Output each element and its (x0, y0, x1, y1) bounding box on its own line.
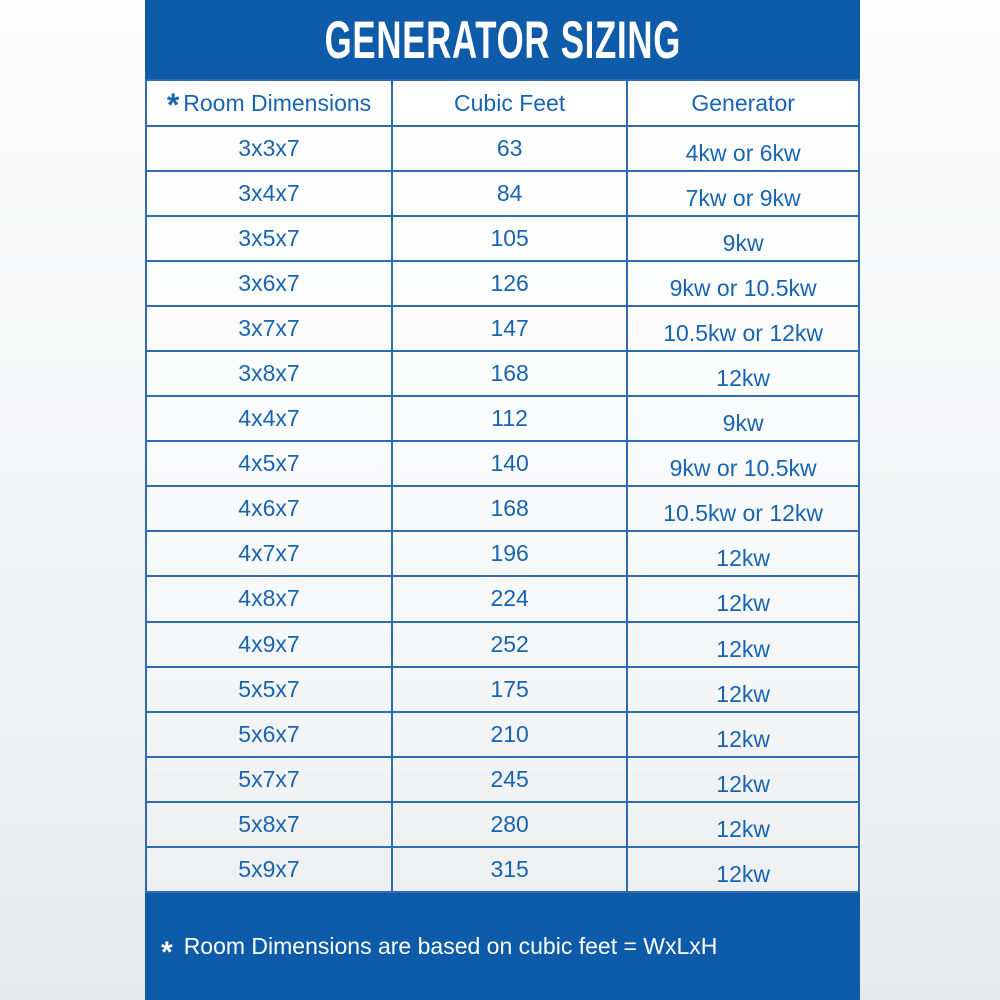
cubic-feet-cell: 224 (392, 576, 627, 621)
col-header-generator: Generator (627, 80, 859, 126)
generator-cell: 12kw (627, 757, 859, 802)
generator-cell: 7kw or 9kw (627, 171, 859, 216)
generator-cell: 9kw (627, 216, 859, 261)
room-dimensions-cell: 4x6x7 (146, 486, 392, 531)
cubic-feet-cell: 168 (392, 486, 627, 531)
col-header-cubic-feet: Cubic Feet (392, 80, 627, 126)
table-row (146, 306, 859, 351)
room-dimensions-cell: 4x9x7 (146, 622, 392, 667)
table-row (146, 351, 859, 396)
generator-cell: 12kw (627, 667, 859, 712)
generator-cell: 12kw (627, 576, 859, 621)
cubic-feet-cell: 140 (392, 441, 627, 486)
generator-cell: 12kw (627, 531, 859, 576)
table-row (146, 667, 859, 712)
room-dimensions-cell: 3x7x7 (146, 306, 392, 351)
cubic-feet-cell: 315 (392, 847, 627, 892)
page-title: GENERATOR SIZING (324, 9, 681, 70)
generator-cell: 12kw (627, 847, 859, 892)
table-row (146, 126, 859, 171)
generator-cell: 12kw (627, 712, 859, 757)
generator-sizing-panel (145, 0, 860, 1000)
col-header-room-dimensions-label: Room Dimensions (183, 89, 372, 116)
asterisk-mark: * (166, 86, 180, 123)
room-dimensions-cell: 5x7x7 (146, 757, 392, 802)
room-dimensions-cell: 3x3x7 (146, 126, 392, 171)
generator-cell: 9kw or 10.5kw (627, 441, 859, 486)
table-row (146, 712, 859, 757)
table-row (146, 622, 859, 667)
cubic-feet-cell: 147 (392, 306, 627, 351)
room-dimensions-cell: 3x8x7 (146, 351, 392, 396)
generator-cell: 12kw (627, 802, 859, 847)
generator-cell: 9kw or 10.5kw (627, 261, 859, 306)
cubic-feet-cell: 63 (392, 126, 627, 171)
room-dimensions-cell: 5x6x7 (146, 712, 392, 757)
table-row (146, 216, 859, 261)
table-row (146, 576, 859, 621)
generator-cell: 10.5kw or 12kw (627, 306, 859, 351)
room-dimensions-cell: 5x5x7 (146, 667, 392, 712)
room-dimensions-cell: 4x8x7 (146, 576, 392, 621)
table-row (146, 757, 859, 802)
footnote-band: * Room Dimensions are based on cubic feet = WxLxH (161, 933, 718, 969)
cubic-feet-cell: 126 (392, 261, 627, 306)
table-row (146, 802, 859, 847)
room-dimensions-cell: 5x8x7 (146, 802, 392, 847)
footnote-text: Room Dimensions are based on cubic feet = WxLxH (183, 933, 718, 959)
cubic-feet-cell: 84 (392, 171, 627, 216)
cubic-feet-cell: 245 (392, 757, 627, 802)
table-row (146, 441, 859, 486)
table-row (146, 847, 859, 892)
generator-cell: 4kw or 6kw (627, 126, 859, 171)
room-dimensions-cell: 3x4x7 (146, 171, 392, 216)
cubic-feet-cell: 168 (392, 351, 627, 396)
room-dimensions-cell: 4x7x7 (146, 531, 392, 576)
room-dimensions-cell: 3x6x7 (146, 261, 392, 306)
cubic-feet-cell: 105 (392, 216, 627, 261)
title-band (145, 0, 860, 79)
cubic-feet-cell: 175 (392, 667, 627, 712)
room-dimensions-cell: 4x5x7 (146, 441, 392, 486)
table-row (146, 531, 859, 576)
table-row (146, 396, 859, 441)
sizing-table-area (145, 79, 860, 893)
table-row (146, 171, 859, 216)
table-header-row (146, 80, 859, 126)
generator-cell: 9kw (627, 396, 859, 441)
cubic-feet-cell: 252 (392, 622, 627, 667)
cubic-feet-cell: 112 (392, 396, 627, 441)
room-dimensions-cell: 4x4x7 (146, 396, 392, 441)
generator-cell: 12kw (627, 622, 859, 667)
cubic-feet-cell: 210 (392, 712, 627, 757)
generator-cell: 12kw (627, 351, 859, 396)
sizing-table (145, 79, 860, 893)
room-dimensions-cell: 5x9x7 (146, 847, 392, 892)
table-row (146, 486, 859, 531)
room-dimensions-cell: 3x5x7 (146, 216, 392, 261)
cubic-feet-cell: 280 (392, 802, 627, 847)
col-header-room-dimensions (146, 80, 392, 126)
cubic-feet-cell: 196 (392, 531, 627, 576)
generator-cell: 10.5kw or 12kw (627, 486, 859, 531)
table-row (146, 261, 859, 306)
